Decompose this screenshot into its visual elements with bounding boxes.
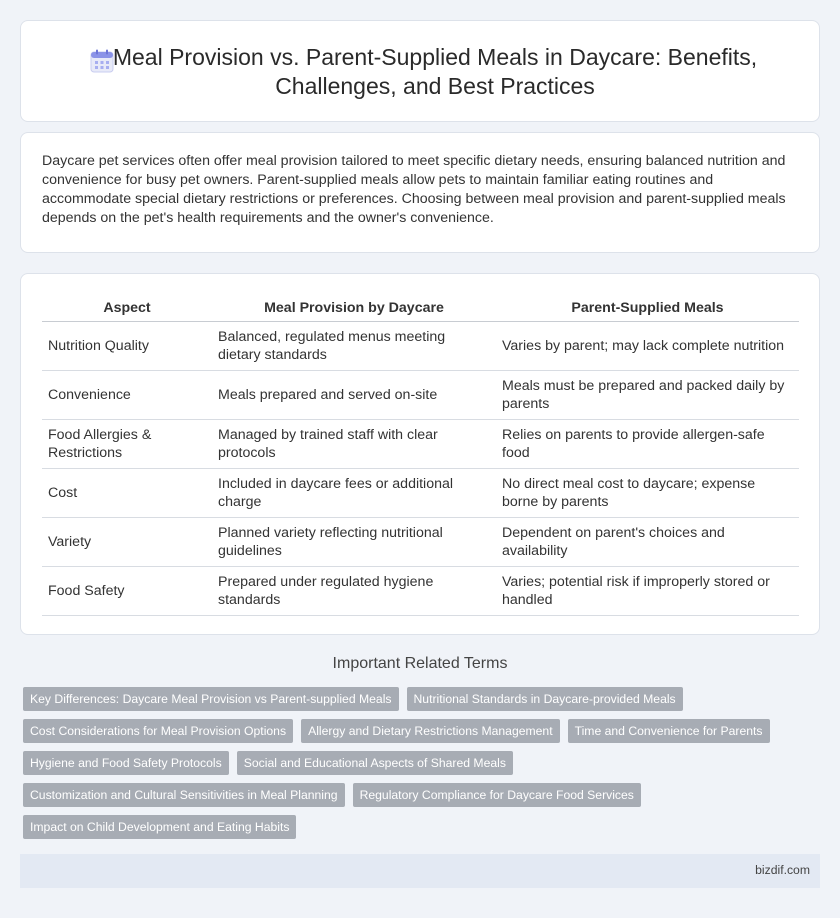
page-title: Meal Provision vs. Parent-Supplied Meals in Daycare: Benefits, Challenges, and Best Practices	[112, 44, 758, 99]
related-term-tag[interactable]: Social and Educational Aspects of Shared Meals	[237, 751, 513, 775]
related-term-tag[interactable]: Nutritional Standards in Daycare-provided Meals	[407, 687, 683, 711]
cell-parent: Meals must be prepared and packed daily by parents	[496, 370, 799, 419]
related-terms-list	[23, 687, 803, 839]
comparison-table	[42, 296, 799, 616]
related-term-tag[interactable]: Time and Convenience for Parents	[568, 719, 770, 743]
related-term-tag[interactable]: Impact on Child Development and Eating Habits	[23, 815, 296, 839]
cell-parent: No direct meal cost to daycare; expense borne by parents	[496, 468, 799, 517]
table-header-row	[42, 296, 799, 321]
header-parent: Parent-Supplied Meals	[496, 296, 799, 321]
intro-paragraph: Daycare pet services often offer meal provision tailored to meet specific dietary needs, ensuring balanced nutrition and convenience for busy pet owners. Parent-supplied meals allow pets to maintain familiar eating routines and accommodate special dietary restrictions or preferences. Choosing between meal provision and parent-supplied meals depends on the pet's health requirements and the owner's convenience.	[42, 153, 786, 226]
related-terms-heading: Important Related Terms	[332, 655, 508, 672]
cell-daycare: Balanced, regulated menus meeting dietary standards	[212, 321, 496, 370]
table-row	[42, 419, 799, 468]
cell-daycare: Included in daycare fees or additional charge	[212, 468, 496, 517]
intro-card	[20, 132, 820, 253]
title-card	[20, 20, 820, 122]
related-term-tag[interactable]: Customization and Cultural Sensitivities in Meal Planning	[23, 783, 345, 807]
cell-parent: Relies on parents to provide allergen-safe food	[496, 419, 799, 468]
cell-daycare: Prepared under regulated hygiene standards	[212, 566, 496, 615]
related-term-tag[interactable]: Allergy and Dietary Restrictions Management	[301, 719, 560, 743]
table-row	[42, 517, 799, 566]
cell-aspect: Food Allergies & Restrictions	[42, 419, 212, 468]
related-term-tag[interactable]: Regulatory Compliance for Daycare Food Services	[353, 783, 641, 807]
related-term-tag[interactable]: Cost Considerations for Meal Provision Options	[23, 719, 293, 743]
table-row	[42, 321, 799, 370]
header-aspect: Aspect	[42, 296, 212, 321]
footer-bar	[20, 854, 820, 888]
header-daycare: Meal Provision by Daycare	[212, 296, 496, 321]
cell-parent: Varies by parent; may lack complete nutrition	[496, 321, 799, 370]
cell-daycare: Managed by trained staff with clear protocols	[212, 419, 496, 468]
cell-parent: Dependent on parent's choices and availability	[496, 517, 799, 566]
cell-aspect: Nutrition Quality	[42, 321, 212, 370]
table-row	[42, 370, 799, 419]
related-term-tag[interactable]: Hygiene and Food Safety Protocols	[23, 751, 229, 775]
cell-aspect: Convenience	[42, 370, 212, 419]
cell-aspect: Variety	[42, 517, 212, 566]
cell-aspect: Food Safety	[42, 566, 212, 615]
cell-daycare: Planned variety reflecting nutritional guidelines	[212, 517, 496, 566]
table-row	[42, 566, 799, 615]
related-term-tag[interactable]: Key Differences: Daycare Meal Provision vs Parent-supplied Meals	[23, 687, 399, 711]
cell-aspect: Cost	[42, 468, 212, 517]
comparison-card	[20, 273, 820, 635]
table-row	[42, 468, 799, 517]
footer-brand[interactable]: bizdif.com	[755, 863, 810, 877]
cell-daycare: Meals prepared and served on-site	[212, 370, 496, 419]
cell-parent: Varies; potential risk if improperly stored or handled	[496, 566, 799, 615]
